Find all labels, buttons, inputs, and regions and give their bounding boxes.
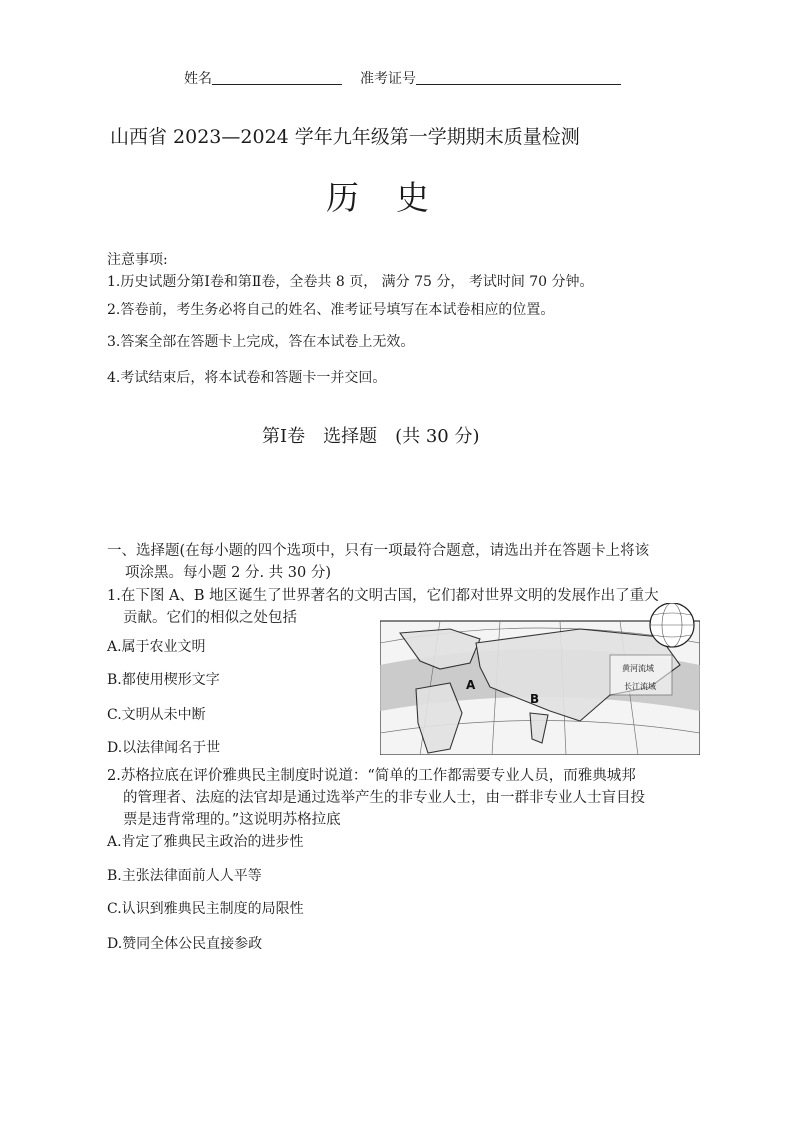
subject-title: 历 史 bbox=[326, 178, 431, 217]
q2-option-d: D.赞同全体公民直接参政 bbox=[107, 936, 263, 952]
q2-stem-line2: 的管理者、法庭的法官却是通过选举产生的非专业人士，由一群非专业人士盲目投 bbox=[123, 790, 645, 806]
q1-option-a: A.属于农业文明 bbox=[107, 639, 206, 655]
name-label: 姓名 bbox=[184, 71, 212, 87]
part1-instruction-line1: 一、选择题(在每小题的四个选项中，只有一项最符合题意，请选出并在答题卡上将该 bbox=[107, 543, 650, 559]
q2-stem-line3: 票是违背常理的。”这说明苏格拉底 bbox=[123, 812, 341, 828]
q1-option-d: D.以法律闻名于世 bbox=[107, 740, 221, 756]
name-blank bbox=[212, 70, 342, 85]
section-title: 第Ⅰ卷 选择题 (共 30 分) bbox=[262, 426, 480, 447]
notice-item-1: 1.历史试题分第Ⅰ卷和第Ⅱ卷，全卷共 8 页， 满分 75 分， 考试时间 70 分钟。 bbox=[107, 274, 594, 290]
map-graphic bbox=[380, 603, 700, 755]
notice-item-2: 2.答卷前，考生务必将自己的姓名、准考证号填写在本试卷相应的位置。 bbox=[107, 302, 555, 318]
q2-option-a: A.肯定了雅典民主政治的进步性 bbox=[107, 834, 304, 850]
q2-option-c: C.认识到雅典民主制度的局限性 bbox=[107, 901, 304, 917]
q1-stem-line1: 1.在下图 A、B 地区诞生了世界著名的文明古国，它们都对世界文明的发展作出了重大 bbox=[107, 588, 659, 604]
notice-item-4: 4.考试结束后，将本试卷和答题卡一并交回。 bbox=[107, 370, 387, 386]
q2-stem-line1: 2.苏格拉底在评价雅典民主制度时说道：“简单的工作都需要专业人员，而雅典城邦 bbox=[107, 768, 636, 784]
exam-id-label: 准考证号 bbox=[360, 71, 416, 87]
notice-heading: 注意事项: bbox=[107, 252, 168, 268]
map-label-a: A bbox=[466, 678, 476, 692]
exam-id-blank bbox=[416, 70, 621, 85]
q1-option-c: C.文明从未中断 bbox=[107, 707, 206, 723]
map-label-river2: 长江流域 bbox=[624, 682, 656, 691]
q1-stem-line2: 贡献。它们的相似之处包括 bbox=[123, 610, 297, 626]
part1-instruction-line2: 项涂黑。每小题 2 分. 共 30 分) bbox=[125, 565, 331, 581]
q1-option-b: B.都使用楔形文字 bbox=[107, 672, 220, 688]
exam-header bbox=[184, 68, 621, 88]
map-label-river1: 黄河流域 bbox=[622, 664, 654, 673]
q2-option-b: B.主张法律面前人人平等 bbox=[107, 868, 262, 884]
map-label-b: B bbox=[530, 692, 540, 706]
notice-item-3: 3.答案全部在答题卡上完成，答在本试卷上无效。 bbox=[107, 334, 415, 350]
exam-title: 山西省 2023—2024 学年九年级第一学期期末质量检测 bbox=[110, 126, 580, 148]
world-map-figure bbox=[380, 603, 700, 755]
